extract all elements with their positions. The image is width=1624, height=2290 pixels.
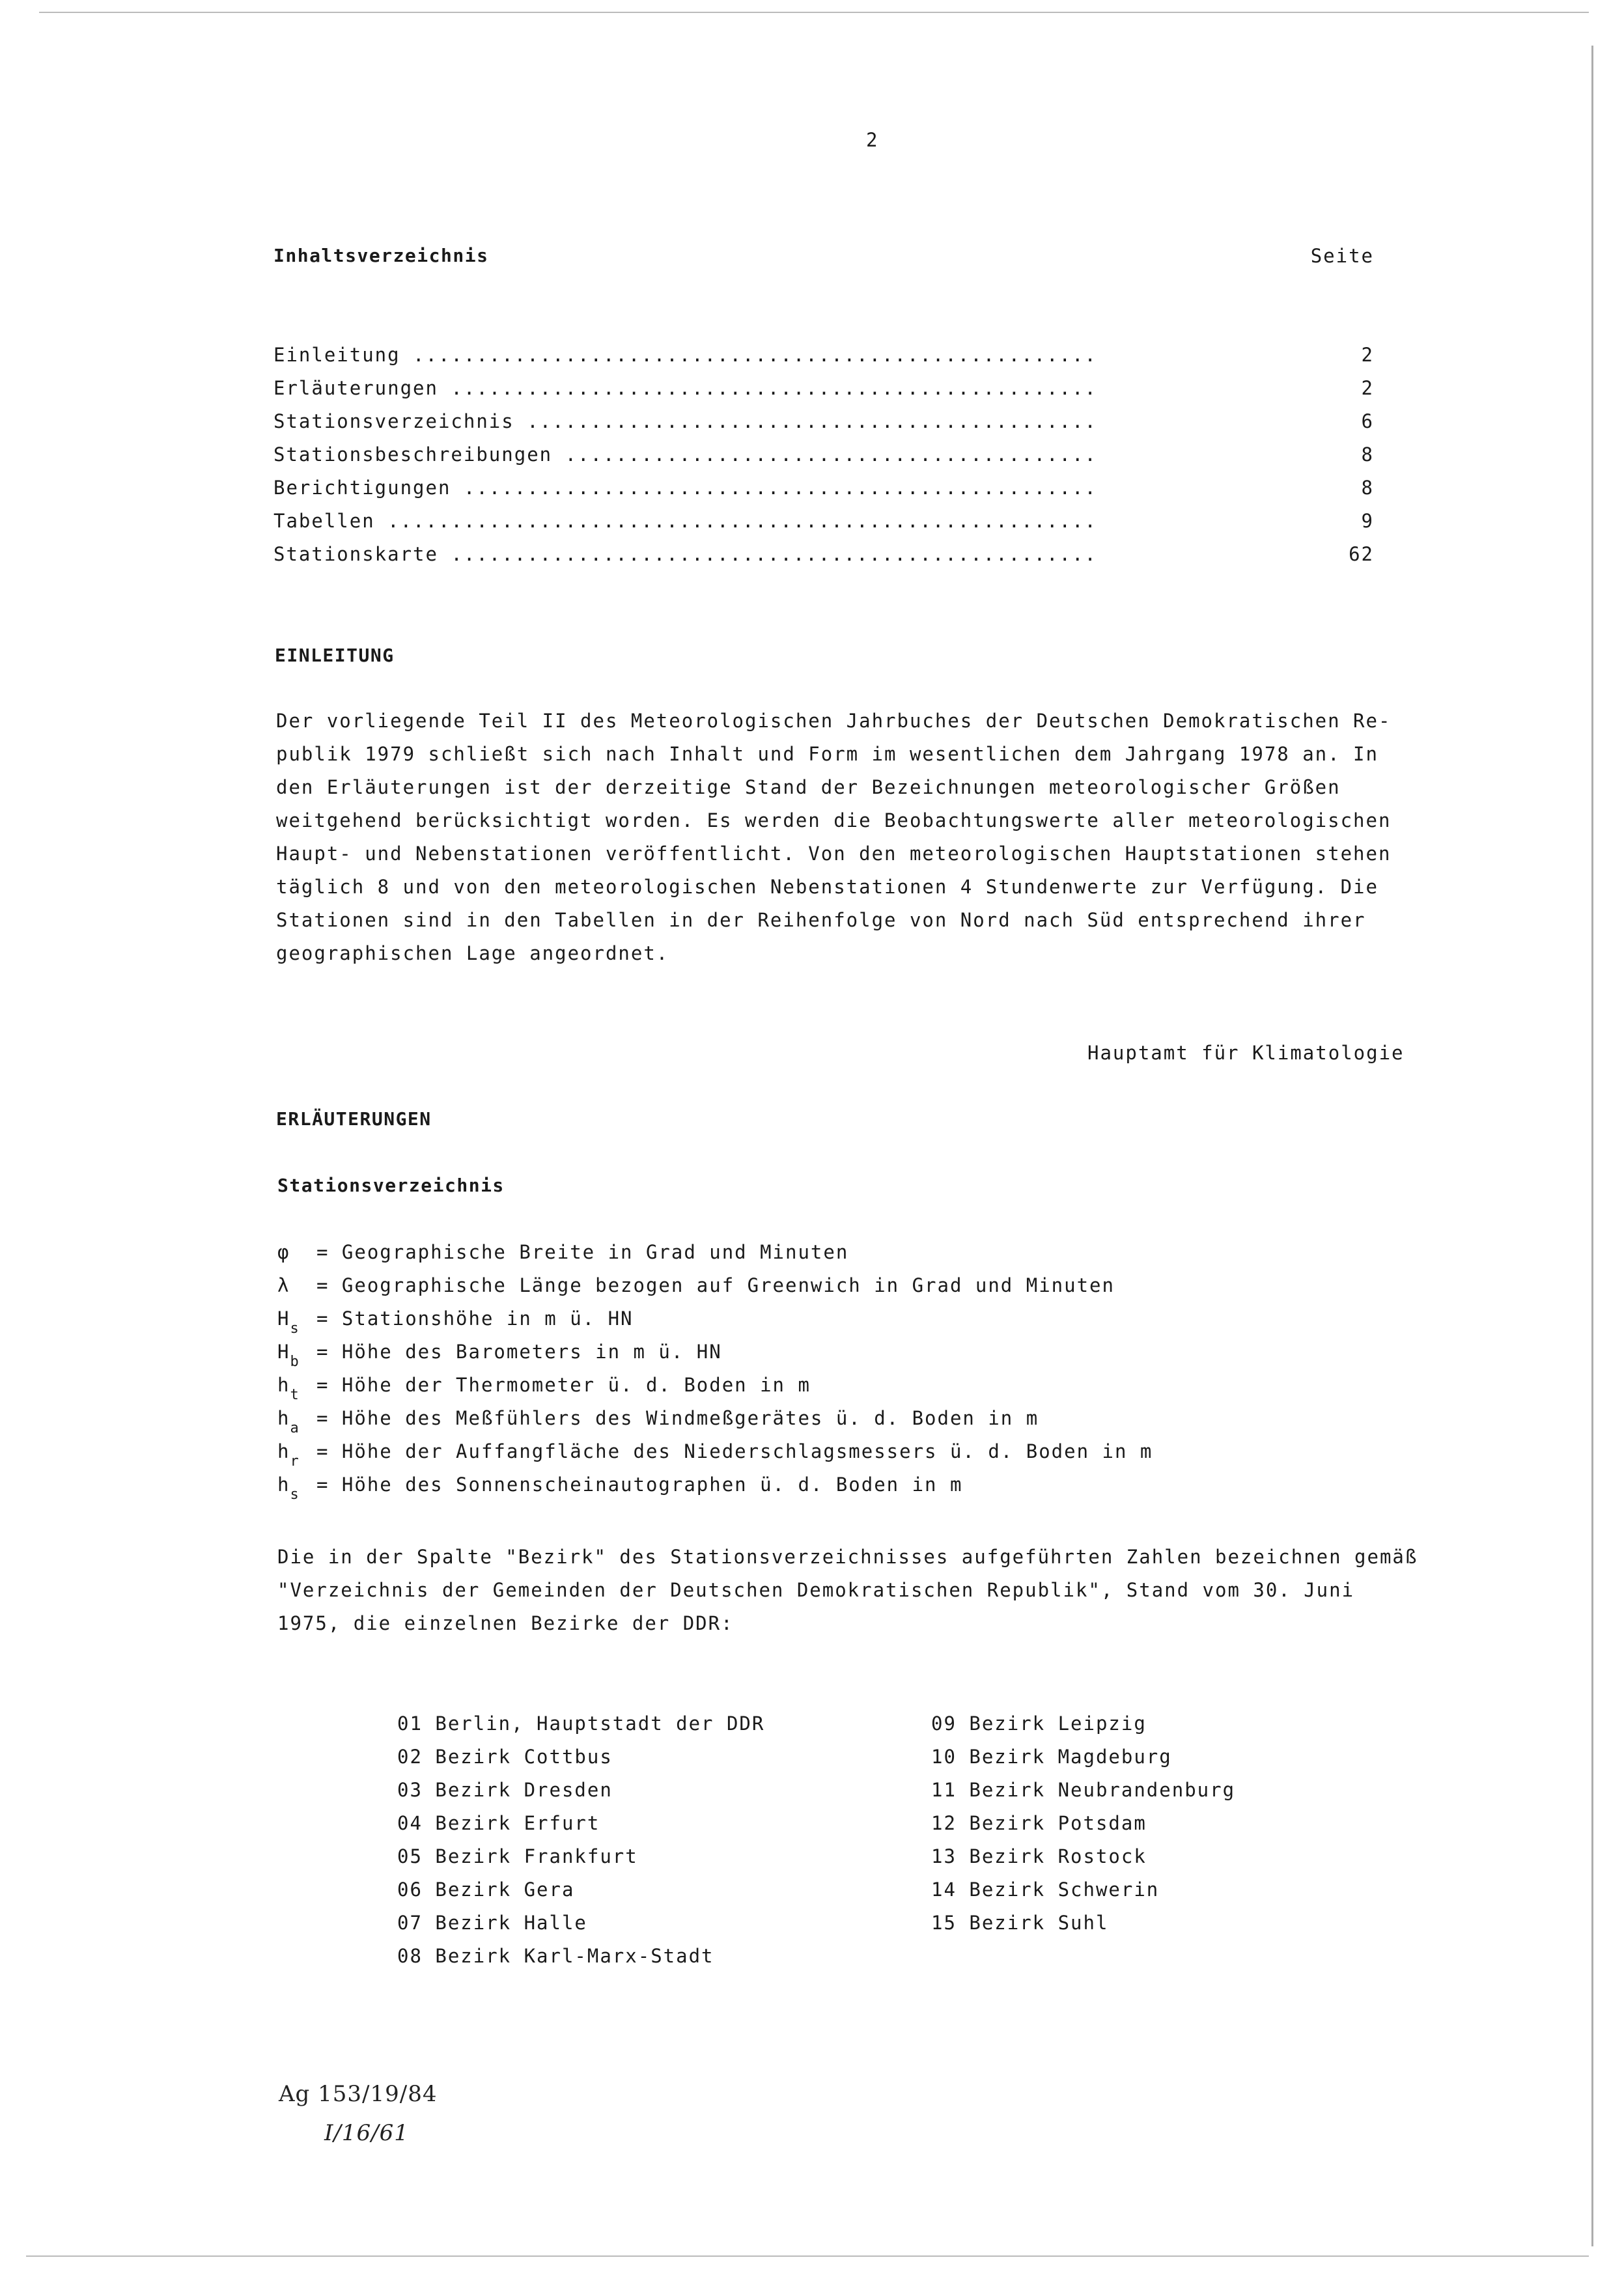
scan-edge-bottom xyxy=(26,2255,1589,2257)
scan-edge-top xyxy=(39,12,1589,13)
toc-entry xyxy=(273,344,1374,370)
list-item: 04 Bezirk Erfurt xyxy=(397,1812,600,1834)
paragraph-line: 1975, die einzelnen Bezirke der DDR: xyxy=(277,1612,734,1634)
symbol-row xyxy=(277,1341,722,1370)
symbol-definition: = Höhe des Barometers in m ü. HN xyxy=(316,1341,722,1363)
symbol-definitions xyxy=(277,1241,1449,1515)
toc-page-header: Seite xyxy=(1310,245,1374,267)
symbol-row xyxy=(277,1407,1039,1436)
paragraph-line: "Verzeichnis der Gemeinden der Deutschen Demokratischen Republik", Stand vom 30. Juni xyxy=(277,1579,1355,1601)
stationsverzeichnis-subheading: Stationsverzeichnis xyxy=(277,1175,505,1196)
symbol-row xyxy=(277,1473,962,1503)
page-number: 2 xyxy=(866,129,879,151)
symbol-subscript: a xyxy=(290,1420,299,1436)
list-item: 14 Bezirk Schwerin xyxy=(931,1878,1160,1901)
symbol-subscript: b xyxy=(290,1354,299,1370)
symbol: h xyxy=(277,1473,290,1496)
symbol: H xyxy=(277,1341,290,1363)
symbol: λ xyxy=(277,1274,290,1296)
symbol-row xyxy=(277,1440,1153,1470)
list-item: 03 Bezirk Dresden xyxy=(397,1779,613,1801)
symbol-definition: = Geographische Länge bezogen auf Greenwich in Grad und Minuten xyxy=(316,1274,1115,1296)
symbol-subscript: s xyxy=(290,1487,299,1503)
signature-line: Hauptamt für Klimatologie xyxy=(1087,1042,1405,1064)
paragraph-line: Die in der Spalte "Bezirk" des Stationsverzeichnisses aufgeführten Zahlen bezeichnen gemäß xyxy=(277,1546,1418,1568)
list-item: 10 Bezirk Magdeburg xyxy=(931,1746,1172,1768)
symbol-definition: = Höhe der Thermometer ü. d. Boden in m xyxy=(316,1374,811,1396)
paragraph-line: Stationen sind in den Tabellen in der Reihenfolge von Nord nach Süd entsprechend ihrer xyxy=(276,909,1366,931)
toc-entry-page: 9 xyxy=(1361,510,1374,532)
scan-edge-right xyxy=(1591,46,1593,2246)
symbol-subscript: t xyxy=(290,1387,299,1403)
paragraph-line: Der vorliegende Teil II des Meteorologischen Jahrbuches der Deutschen Demokratischen Re- xyxy=(276,710,1392,732)
symbol-row xyxy=(277,1274,1115,1304)
symbol: h xyxy=(277,1374,290,1396)
paragraph-line: täglich 8 und von den meteorologischen Nebenstationen 4 Stundenwerte zur Verfügung. Die xyxy=(276,876,1379,898)
bezirke-list-left xyxy=(397,1712,892,1986)
toc-entry-page: 2 xyxy=(1361,344,1374,366)
list-item: 11 Bezirk Neubrandenburg xyxy=(931,1779,1236,1801)
toc-entry xyxy=(273,377,1374,403)
symbol-definition: = Höhe des Sonnenscheinautographen ü. d. Boden in m xyxy=(316,1473,963,1496)
toc-entry-label: Stationsverzeichnis ............................................. xyxy=(273,410,1097,432)
list-item: 09 Bezirk Leipzig xyxy=(931,1712,1147,1735)
list-item: 06 Bezirk Gera xyxy=(397,1878,575,1901)
list-item: 01 Berlin, Hauptstadt der DDR xyxy=(397,1712,765,1735)
paragraph-line: publik 1979 schließt sich nach Inhalt und Form im wesentlichen dem Jahrgang 1978 an. In xyxy=(276,743,1379,765)
archive-stamp-line-2: I/16/61 xyxy=(324,2120,409,2146)
paragraph-line: den Erläuterungen ist der derzeitige Stand der Bezeichnungen meteorologischer Größen xyxy=(276,776,1341,798)
paragraph-line: weitgehend berücksichtigt worden. Es werden die Beobachtungswerte aller meteorologischen xyxy=(276,809,1392,831)
paragraph-line: geographischen Lage angeordnet. xyxy=(276,942,669,964)
list-item: 08 Bezirk Karl-Marx-Stadt xyxy=(397,1945,714,1967)
list-item: 15 Bezirk Suhl xyxy=(931,1912,1109,1934)
symbol-row xyxy=(277,1307,634,1337)
toc-entry-label: Erläuterungen ................................................... xyxy=(273,377,1097,399)
list-item: 12 Bezirk Potsdam xyxy=(931,1812,1147,1834)
symbol: H xyxy=(277,1307,290,1330)
toc-entry-page: 6 xyxy=(1361,410,1374,432)
toc-entry-label: Berichtigungen .................................................. xyxy=(273,477,1097,499)
list-item: 13 Bezirk Rostock xyxy=(931,1845,1147,1867)
list-item: 07 Bezirk Halle xyxy=(397,1912,587,1934)
toc-entry-label: Einleitung ...................................................... xyxy=(273,344,1097,366)
symbol-definition: = Höhe des Meßfühlers des Windmeßgerätes ü. d. Boden in m xyxy=(316,1407,1039,1429)
einleitung-heading: EINLEITUNG xyxy=(275,645,395,666)
toc-entry-page: 62 xyxy=(1349,543,1374,565)
toc-title: Inhaltsverzeichnis xyxy=(273,245,489,266)
symbol: φ xyxy=(277,1241,290,1263)
toc-entry xyxy=(273,543,1374,569)
symbol: h xyxy=(277,1440,290,1462)
symbol-row xyxy=(277,1241,848,1270)
archive-stamp-line-1: Ag 153/19/84 xyxy=(279,2081,438,2107)
bezirke-list-right xyxy=(931,1712,1387,1960)
symbol-row xyxy=(277,1374,811,1403)
toc-entry-label: Stationsbeschreibungen .......................................... xyxy=(273,443,1097,466)
bezirk-intro-paragraph xyxy=(277,1546,1515,1650)
erlaeuterungen-heading: ERLÄUTERUNGEN xyxy=(276,1108,432,1130)
symbol-definition: = Stationshöhe in m ü. HN xyxy=(316,1307,634,1330)
toc-entry xyxy=(273,510,1374,536)
toc-section xyxy=(273,245,1374,570)
toc-entry-label: Tabellen ........................................................ xyxy=(273,510,1097,532)
toc-entry-page: 8 xyxy=(1361,477,1374,499)
toc-entry-page: 2 xyxy=(1361,377,1374,399)
toc-entry-page: 8 xyxy=(1361,443,1374,466)
list-item: 05 Bezirk Frankfurt xyxy=(397,1845,638,1867)
symbol-definition: = Höhe der Auffangfläche des Niederschlagsmessers ü. d. Boden in m xyxy=(316,1440,1153,1462)
paragraph-line: Haupt- und Nebenstationen veröffentlicht. Von den meteorologischen Hauptstationen stehen xyxy=(276,843,1392,865)
toc-entry xyxy=(273,477,1374,503)
symbol-subscript: s xyxy=(290,1320,299,1337)
symbol: h xyxy=(277,1407,290,1429)
list-item: 02 Bezirk Cottbus xyxy=(397,1746,613,1768)
einleitung-paragraph xyxy=(276,710,1468,983)
toc-entry-label: Stationskarte ................................................... xyxy=(273,543,1097,565)
toc-entry xyxy=(273,443,1374,469)
symbol-subscript: r xyxy=(290,1453,299,1470)
symbol-definition: = Geographische Breite in Grad und Minuten xyxy=(316,1241,849,1263)
toc-entry xyxy=(273,410,1374,436)
